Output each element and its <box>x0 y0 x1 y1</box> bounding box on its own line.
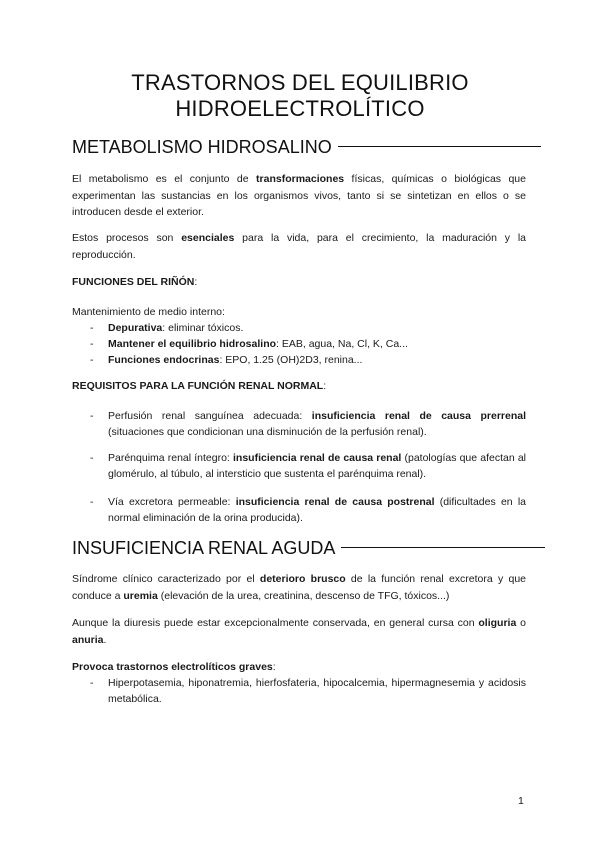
bold-text: esenciales <box>181 232 235 244</box>
paragraph-procesos-esenciales <box>72 230 526 263</box>
text: físicas, químicas o biológicas que experimentan las sustancias en los organismos vivos, tanto si se sintetizan en ellos o se introducen desde el exterior. <box>72 173 526 218</box>
list-item <box>90 675 526 707</box>
text: . <box>103 633 107 646</box>
heading-rule <box>338 146 541 148</box>
bold-text: Funciones endocrinas <box>108 354 220 366</box>
bold-text: insuficiencia renal de causa renal <box>232 452 402 464</box>
dash-bullet: - <box>90 410 94 422</box>
text: (patologías que afectan al glomérulo, al túbulo, al intersticio que sustenta el parénquima renal). <box>108 452 526 480</box>
bold-text: insuficiencia renal de causa prerrenal <box>311 410 527 422</box>
text: Hiperpotasemia, hiponatremia, hierfosfateria, hipocalcemia, hipermagnesemia y acidosis metabólica. <box>108 677 526 705</box>
list-item <box>90 320 526 336</box>
bold-text: transformaciones <box>256 173 345 185</box>
text: para la vida, para el crecimiento, la maduración y la reproducción. <box>72 232 527 261</box>
dash-bullet: - <box>90 452 94 464</box>
text: (elevación de la urea, creatinina, descenso de TFG, tóxicos...) <box>157 589 450 602</box>
colon: : <box>272 661 276 673</box>
subheading-requisitos <box>72 378 326 394</box>
text: Vía excretora permeable: <box>108 496 236 508</box>
text: : eliminar tóxicos. <box>162 322 244 334</box>
page-number: 1 <box>518 795 524 807</box>
section-heading-text: INSUFICIENCIA RENAL AGUDA <box>72 538 336 558</box>
section-heading-metabolismo <box>72 136 541 158</box>
text: Perfusión renal sanguínea adecuada: <box>108 410 312 422</box>
list-item <box>90 336 526 352</box>
text: : EPO, 1.25 (OH)2D3, renina... <box>219 354 363 366</box>
text: Estos procesos son <box>72 232 182 244</box>
document-title <box>60 70 540 122</box>
list-item <box>90 352 526 368</box>
heading-rule <box>341 547 545 549</box>
text: o <box>516 617 526 629</box>
dash-bullet: - <box>90 354 94 366</box>
paragraph-sindrome <box>72 571 526 604</box>
bold-text: deterioro brusco <box>259 573 346 585</box>
bold-text: oliguria <box>478 617 517 629</box>
dash-bullet: - <box>90 677 94 689</box>
bold-text: Mantener el equilibrio hidrosalino <box>108 338 277 350</box>
title-line-1: TRASTORNOS DEL EQUILIBRIO <box>131 70 469 95</box>
dash-bullet: - <box>90 338 94 350</box>
bold-text: Depurativa <box>108 322 163 334</box>
bold-text: anuria <box>72 633 104 646</box>
subheading-text: Provoca trastornos electrolíticos graves <box>72 661 273 673</box>
subheading-text: REQUISITOS PARA LA FUNCIÓN RENAL NORMAL <box>72 380 324 392</box>
text: Aunque la diuresis puede estar excepcionalmente conservada, en general cursa con <box>72 617 479 629</box>
subheading-text: FUNCIONES DEL RIÑÓN <box>72 276 195 288</box>
subheading-funciones-rinon <box>72 274 197 290</box>
text: El metabolismo es el conjunto de <box>72 173 257 185</box>
paragraph-metabolismo-definition <box>72 171 526 221</box>
funciones-intro: Mantenimiento de medio interno: <box>72 306 225 318</box>
text: Síndrome clínico caracterizado por el <box>72 573 260 585</box>
section-heading-insuficiencia <box>72 537 545 559</box>
colon: : <box>323 380 327 392</box>
bold-text: insuficiencia renal de causa postrenal <box>235 496 435 508</box>
list-item <box>90 494 526 526</box>
list-item <box>90 408 526 440</box>
colon: : <box>194 276 198 288</box>
bold-text: uremia <box>123 589 158 602</box>
list-item <box>90 450 526 482</box>
title-line-2: HIDROELECTROLÍTICO <box>175 96 425 121</box>
section-heading-text: METABOLISMO HIDROSALINO <box>72 137 332 157</box>
text: de la función renal excretora y que conduce a <box>72 573 526 602</box>
text: Parénquima renal íntegro: <box>108 452 233 464</box>
paragraph-diuresis <box>72 615 526 648</box>
text: (dificultades en la normal eliminación de la orina producida). <box>108 496 526 524</box>
text: (situaciones que condicionan una disminución de la perfusión renal). <box>108 426 427 438</box>
dash-bullet: - <box>90 496 94 508</box>
text: : EAB, agua, Na, Cl, K, Ca... <box>276 338 408 350</box>
dash-bullet: - <box>90 322 94 334</box>
subheading-provoca <box>72 659 276 675</box>
